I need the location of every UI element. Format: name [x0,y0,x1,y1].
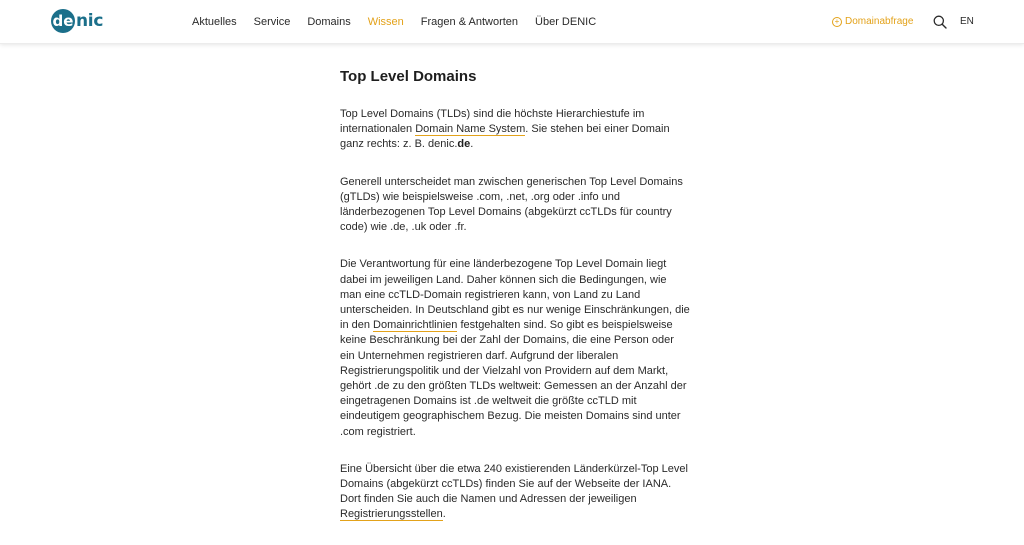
plus-circle-icon: + [832,17,842,27]
site-header [0,0,1024,44]
paragraph-gtld-cctld: Generell unterscheidet man zwischen generischen Top Level Domains (gTLDs) wie beispielsweise .com, .net, .org oder .info und länderbezogenen Top Level Domains (abgekürzt ccTLDs für country code) wie .de, .uk oder .fr. [340,175,683,234]
paragraph-text: festgehalten sind. So gibt es beispielsweise keine Beschränkung bei der Zahl der Domains, die eine Person oder ein Unternehmen registrieren darf. Aufgrund der liberalen Registrierungspolitik und der Vielzahl von Providern auf dem Markt, gehört .de zu den größten TLDs weltweit: Gemessen an der Anzahl der eingetragenen Domains ist .de weltweit die größte ccTLD mit eindeutigem geographischem Bezug. Die meisten Domains sind unter .com registriert. [340,319,687,438]
nav-item-faq[interactable]: Fragen & Antworten [420,15,519,28]
main-content [340,66,690,545]
paragraph-text: . [470,138,474,151]
language-switch[interactable]: EN [960,16,974,27]
paragraph-text: . Sie stehen bei einer Domain ganz rechts: z. B. denic. [340,123,670,151]
nav-item-aktuelles[interactable]: Aktuelles [192,15,237,28]
paragraph-text: Die Verantwortung für eine länderbezogene Top Level Domain liegt dabei im jeweiligen Land. Daher können sich die Bedingungen, wie man eine ccTLD-Domain registrieren kann, von Land zu Land unterscheiden. In Deutschland gibt es nur wenige Einschränkungen, die in den [340,258,690,332]
domain-name-system-link[interactable]: Domain Name System [415,123,526,136]
tld-highlight: de [457,138,471,151]
paragraph-text: Eine Übersicht über die etwa 240 existierenden Länderkürzel-Top Level Domains (abgekürzt ccTLDs) finden Sie auf der Webseite der IANA. Dort finden Sie auch die Namen und Adressen der jeweiligen [340,462,688,506]
search-icon [933,15,947,29]
search-button[interactable] [933,15,947,29]
nav-item-ueber-denic[interactable]: Über DENIC [535,15,597,28]
nav-item-service[interactable]: Service [253,15,291,28]
paragraph-text: . [442,508,446,521]
main-nav [192,0,613,43]
domain-query-label: Domainabfrage [845,16,914,27]
logo-text: nic [76,11,104,31]
registrierungsstellen-link[interactable]: Registrierungsstellen [340,508,443,521]
domainrichtlinien-link[interactable]: Domainrichtlinien [373,319,458,332]
page-title: Top Level Domains [340,68,477,85]
nav-item-wissen[interactable]: Wissen [367,15,404,28]
denic-logo[interactable] [51,9,103,33]
domain-query-button[interactable] [832,0,913,43]
paragraph-responsibility [340,257,690,439]
nav-item-domains[interactable]: Domains [307,15,351,28]
paragraph-text: Top Level Domains (TLDs) sind die höchste Hierarchiestufe im internationalen [340,108,645,136]
logo-mark: de [51,9,75,33]
paragraph-intro [340,107,690,153]
